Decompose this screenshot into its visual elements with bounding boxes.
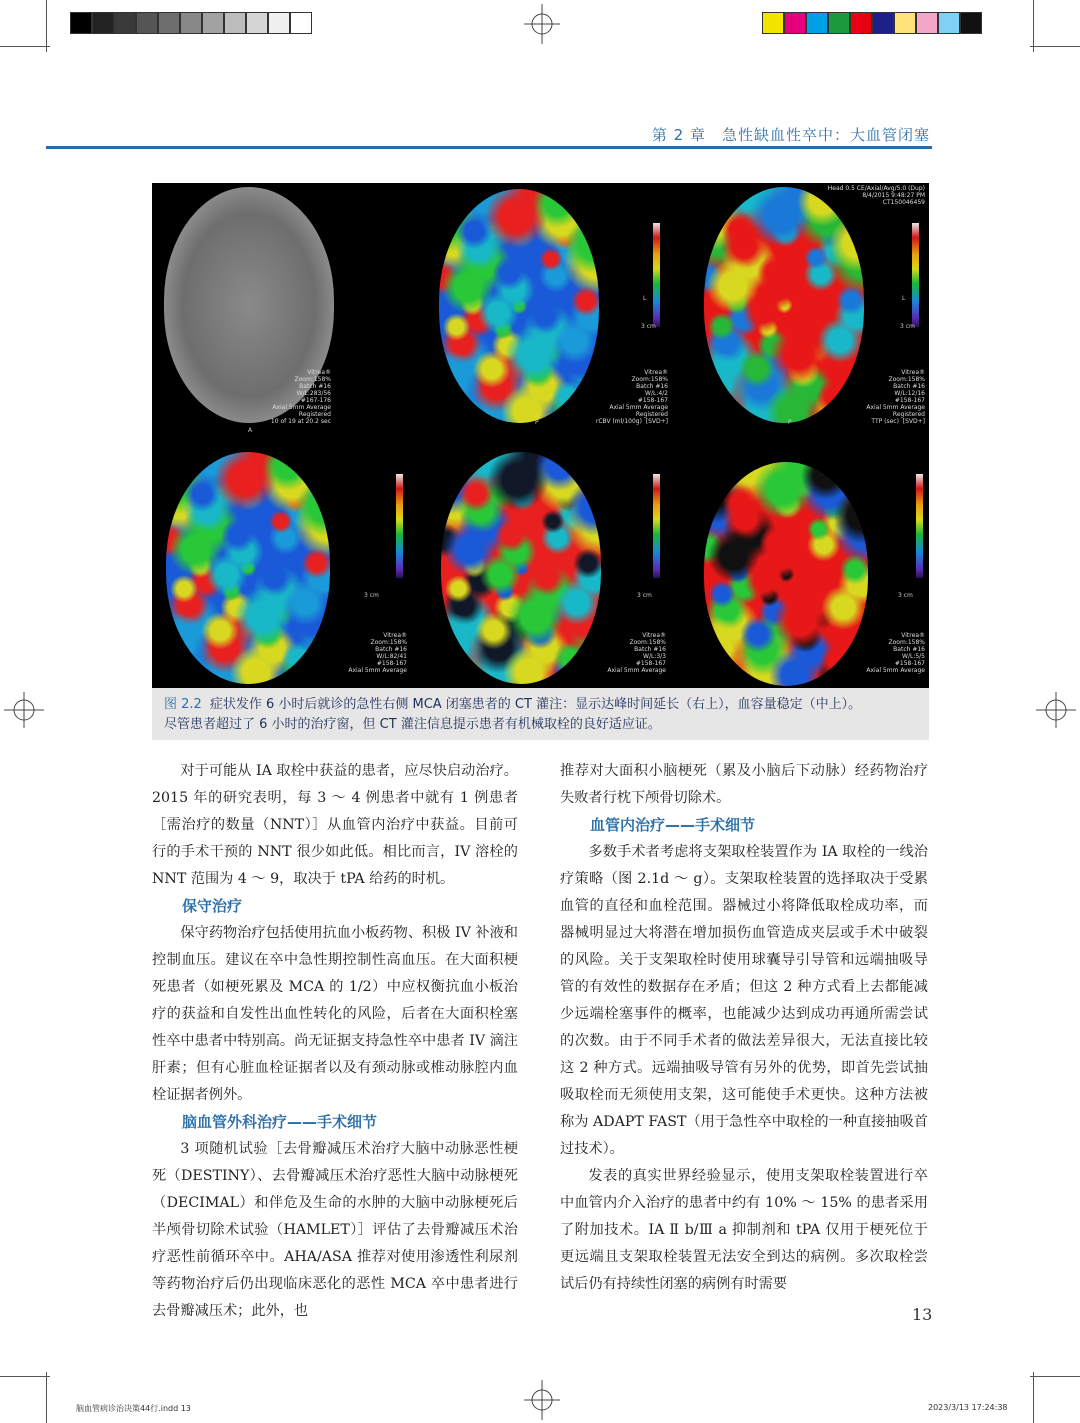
paragraph: 推荐对大面积小脑梗死（累及小脑后下动脉）经药物治疗失败者行枕下颅骨切除术。 (560, 763, 928, 806)
registration-target-left (4, 692, 44, 728)
paragraph: 发表的真实世界经验显示，使用支架取栓装置进行卒中血管内介入治疗的患者中约有 10% ～ 15% 的患者采用了附加技术。IA Ⅱ b/Ⅲ a 抑制剂和 tPA 仅用于梗死位于更远端且支架取栓装置无法安全到达的病例。多次取栓尝试后仍有持续性闭塞的病例有时需要 (560, 1168, 928, 1292)
gray-swatch (246, 12, 268, 34)
crop-mark (1030, 46, 1080, 47)
crop-mark (1033, 1372, 1034, 1423)
color-swatch (938, 12, 960, 34)
panel-info-text: Vitrea® Zoom:158% Batch #16 W/L:5/5 #158-167 Axial 5mm Average (866, 632, 925, 674)
cbf-brain-map (166, 452, 330, 684)
delay-brain-map (704, 462, 868, 686)
gray-swatch (290, 12, 312, 34)
gray-swatch (70, 12, 92, 34)
color-swatch (960, 12, 982, 34)
right-column (560, 758, 928, 1298)
scanner-header-text: Head 0.5 CE/Axial/Avg/5.0 (Dup) 8/4/2015 9:48:27 PM CT150046459 (827, 185, 925, 206)
header-rule (46, 146, 932, 149)
color-swatch (828, 12, 850, 34)
gray-swatch (224, 12, 246, 34)
gray-swatch (180, 12, 202, 34)
gray-swatch (114, 12, 136, 34)
panel-delay-map (670, 436, 929, 688)
figure-label: 图 2.2 (164, 697, 202, 712)
color-scale-bar (653, 474, 660, 578)
panel-info-text: Vitrea® Zoom:158% Batch #16 W/L:82/41 #158-167 Axial 5mm Average (348, 632, 407, 674)
paragraph: 3 项随机试验［去骨瓣减压术治疗大脑中动脉恶性梗死（DESTINY）、去骨瓣减压术治疗恶性大脑中动脉梗死（DECIMAL）和伴危及生命的水肿的大脑中动脉梗死后半颅骨切除术试验（HAMLET）］评估了去骨瓣减压术治疗恶性前循环卒中。AHA/ASA 推荐对使用渗透性利尿剂等药物治疗后仍出现临床恶化的恶性 MCA 卒中患者进行去骨瓣减压术；此外，也 (152, 1141, 518, 1319)
orientation-label-a: A (248, 427, 253, 434)
orientation-label-p: P (788, 419, 792, 426)
scale-label: 3 cm (641, 323, 656, 330)
slug-filename: 脑血管病诊治决策44行.indd 13 (76, 1404, 191, 1413)
paragraph: 对于可能从 IA 取栓中获益的患者，应尽快启动治疗。2015 年的研究表明，每 3 ～ 4 例患者中就有 1 例患者［需治疗的数量（NNT）］从血管内治疗中获益。目前可行的手术干预的 NNT 很少如此低。相比而言，IV 溶栓的 NNT 范围为 4 ～ 9，取决于 tPA 给药的时机。 (152, 763, 518, 887)
gray-registration-bar (70, 12, 312, 34)
panel-info-text: Vitrea® Zoom:158% Batch #16 W/L:12/16 #158-167 Axial 5mm Average Registered TTP (sec) [SVD+] (866, 369, 925, 425)
color-registration-bar (762, 12, 982, 34)
slug-date: 2023/3/13 17:24:38 (928, 1403, 1008, 1412)
mtt-brain-map (441, 452, 601, 684)
ttp-brain-map (704, 187, 864, 423)
left-column (152, 758, 518, 1325)
panel-info-text: Vitrea® Zoom:158% Batch #16 W/L:3/3 #158-167 Axial 5mm Average (607, 632, 666, 674)
panel-info-text: Vitrea® Zoom:158% Batch #16 W/L:283/56 #167-176 Axial 5mm Average Registered 10 of 19 at 20.2 sec (270, 369, 331, 425)
panel-mtt-map (411, 436, 670, 688)
color-scale-bar (916, 474, 923, 578)
color-scale-bar (912, 223, 919, 327)
rcbv-brain-map (439, 189, 599, 423)
gray-swatch (136, 12, 158, 34)
color-swatch (762, 12, 784, 34)
figure-caption-box (152, 688, 929, 740)
scale-label: 3 cm (364, 592, 379, 599)
panel-ct-angiography (152, 183, 411, 435)
color-swatch (784, 12, 806, 34)
color-scale-bar (653, 223, 660, 327)
gray-swatch (158, 12, 180, 34)
figure-caption (164, 695, 919, 735)
color-swatch (894, 12, 916, 34)
crop-mark (46, 0, 47, 52)
crop-mark (0, 1376, 50, 1377)
orientation-label-p: P (535, 419, 539, 426)
registration-target-right (1036, 692, 1076, 728)
color-swatch (850, 12, 872, 34)
gray-swatch (268, 12, 290, 34)
scale-label: 3 cm (637, 592, 652, 599)
caption-line-1: 症状发作 6 小时后就诊的急性右侧 MCA 闭塞患者的 CT 灌注：显示达峰时间延长（右上），血容量稳定（中上）。 (209, 697, 862, 712)
panel-cbf-map (152, 436, 411, 688)
orientation-label-l: L (902, 295, 906, 302)
crop-mark (1033, 0, 1034, 52)
paragraph: 多数手术者考虑将支架取栓装置作为 IA 取栓的一线治疗策略（图 2.1d ～ g）。支架取栓装置的选择取决于受累血管的直径和血栓范围。器械过小将降低取栓成功率，而器械明显过大将潜在增加损伤血管造成夹层或手术中破裂的风险。关于支架取栓时使用球囊导引导管和远端抽吸导管的有效性的数据存在矛盾；但这 2 种方式看上去都能减少远端栓塞事件的概率，也能减少达到成功再通所需尝试的次数。由于不同手术者的做法差异很大，无法直接比较这 2 种方式。远端抽吸导管有另外的优势，即首先尝试抽吸取栓而无须使用支架，这可能使手术更快。这种方法被称为 ADAPT FAST（用于急性卒中取栓的一种直接抽吸首过技术）。 (560, 844, 928, 1157)
registration-target-bottom (524, 1380, 560, 1420)
color-swatch (916, 12, 938, 34)
scale-label: 3 cm (898, 592, 913, 599)
page-number: 13 (912, 1305, 933, 1324)
registration-target-top (524, 4, 560, 44)
section-heading: 脑血管外科治疗——手术细节 (182, 1113, 378, 1131)
panel-rcbv-map (411, 183, 670, 435)
gray-swatch (202, 12, 224, 34)
ct-perfusion-figure (152, 183, 929, 688)
section-heading: 血管内治疗——手术细节 (590, 816, 756, 834)
scale-label: 3 cm (900, 323, 915, 330)
color-swatch (806, 12, 828, 34)
caption-line-2: 尽管患者超过了 6 小时的治疗窗，但 CT 灌注信息提示患者有机械取栓的良好适应证。 (164, 717, 661, 732)
panel-info-text: Vitrea® Zoom:158% Batch #16 W/L:4/2 #158-167 Axial 5mm Average Registered rCBV (ml/100g) [SVD+] (595, 369, 668, 425)
crop-mark (46, 1372, 47, 1423)
running-head: 第 2 章 急性缺血性卒中：大血管闭塞 (651, 126, 930, 144)
panel-ttp-map (670, 183, 929, 435)
crop-mark (0, 46, 50, 47)
color-swatch (872, 12, 894, 34)
gray-swatch (92, 12, 114, 34)
orientation-label-l: L (643, 295, 647, 302)
paragraph: 保守药物治疗包括使用抗血小板药物、积极 IV 补液和控制血压。建议在卒中急性期控制性高血压。在大面积梗死患者（如梗死累及 MCA 的 1/2）中应权衡抗血小板治疗的获益和自发性出血性转化的风险，后者在大面积栓塞性卒中患者中特别高。尚无证据支持急性卒中患者 IV 滴注肝素；但有心脏血栓证据者以及有颈动脉或椎动脉腔内血栓证据者例外。 (152, 925, 518, 1103)
color-scale-bar (396, 474, 403, 578)
crop-mark (1030, 1376, 1080, 1377)
section-heading: 保守治疗 (182, 897, 243, 915)
